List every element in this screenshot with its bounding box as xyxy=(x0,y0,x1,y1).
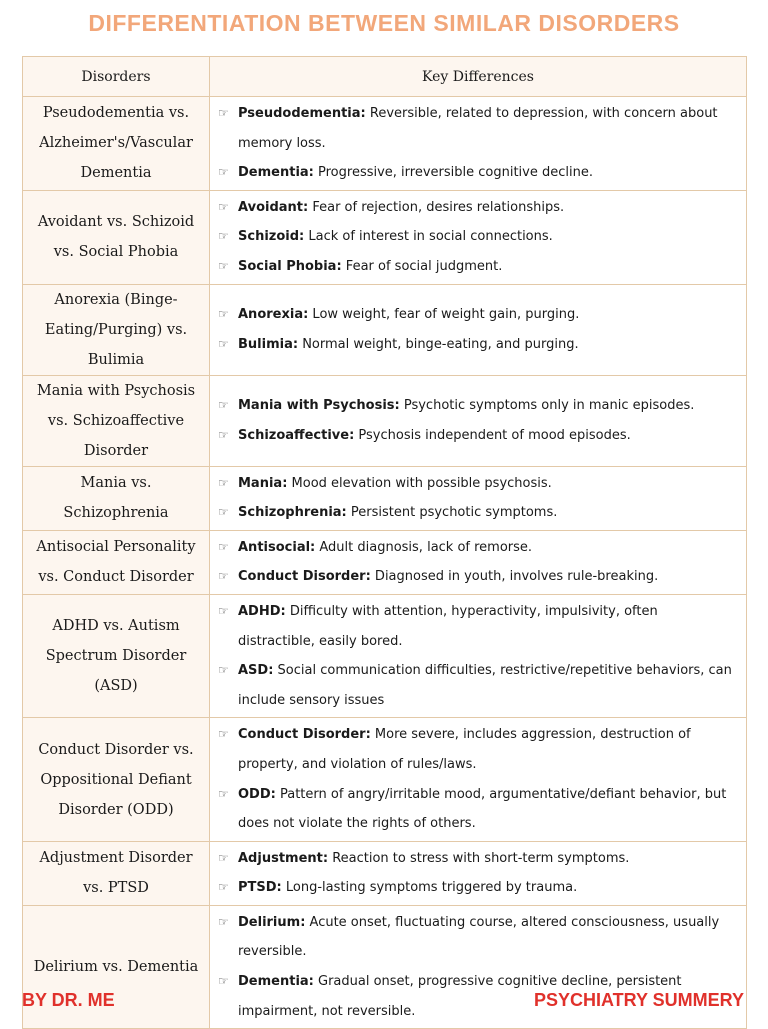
disorder-name: Anorexia (Binge-Eating/Purging) vs. Bulimia xyxy=(23,284,210,375)
difference-text: Psychosis independent of mood episodes. xyxy=(354,427,631,443)
table-row xyxy=(23,190,747,284)
key-differences-cell xyxy=(210,530,747,594)
list-item xyxy=(218,99,738,158)
list-item xyxy=(218,562,738,592)
disorder-name: Mania with Psychosis vs. Schizoaffective Disorder xyxy=(23,375,210,466)
author-credit: BY DR. ME xyxy=(22,990,115,1010)
differences-list xyxy=(218,844,738,903)
pointing-hand-icon: ☞ xyxy=(218,850,229,865)
difference-term: PTSD: xyxy=(238,880,282,896)
differences-list xyxy=(218,533,738,592)
difference-text: More severe, includes aggression, destruction of property, and violation of rules/laws. xyxy=(238,727,691,772)
header-key-differences: Key Differences xyxy=(210,57,747,97)
list-item xyxy=(218,597,738,656)
pointing-hand-icon: ☞ xyxy=(218,306,229,321)
difference-term: Schizophrenia: xyxy=(238,505,347,521)
pointing-hand-icon: ☞ xyxy=(218,427,229,442)
difference-term: Conduct Disorder: xyxy=(238,569,371,585)
disorder-name: Adjustment Disorder vs. PTSD xyxy=(23,841,210,905)
differences-list xyxy=(218,193,738,282)
list-item xyxy=(218,252,738,282)
difference-text: Reversible, related to depression, with concern about memory loss. xyxy=(238,106,718,151)
list-item xyxy=(218,158,738,188)
disorder-name: Pseudodementia vs. Alzheimer's/Vascular Dementia xyxy=(23,97,210,191)
key-differences-cell xyxy=(210,718,747,841)
list-item xyxy=(218,193,738,223)
pointing-hand-icon: ☞ xyxy=(218,106,229,120)
difference-text: Reaction to stress with short-term symptoms. xyxy=(328,850,630,866)
difference-text: Gradual onset, progressive cognitive decline, persistent impairment, not reversible. xyxy=(238,974,682,1019)
pointing-hand-icon: ☞ xyxy=(218,475,229,490)
difference-text: Fear of social judgment. xyxy=(341,258,503,274)
disorder-name: Delirium vs. Dementia xyxy=(23,905,210,1028)
difference-term: ADHD: xyxy=(238,603,286,619)
table-row xyxy=(23,718,747,841)
table-row xyxy=(23,530,747,594)
difference-term: Pseudodementia: xyxy=(238,106,366,121)
list-item xyxy=(218,498,738,528)
difference-text: Long-lasting symptoms triggered by trauma. xyxy=(281,880,578,896)
key-differences-cell xyxy=(210,594,747,717)
table-row xyxy=(23,97,747,191)
difference-term: Mania: xyxy=(238,475,288,491)
difference-text: Psychotic symptoms only in manic episodes. xyxy=(399,397,695,413)
differences-list xyxy=(218,391,738,450)
key-differences-cell xyxy=(210,190,747,284)
list-item xyxy=(218,421,738,451)
pointing-hand-icon: ☞ xyxy=(218,914,229,929)
list-item xyxy=(218,469,738,499)
difference-text: Adult diagnosis, lack of remorse. xyxy=(315,539,533,555)
pointing-hand-icon: ☞ xyxy=(218,199,229,214)
key-differences-cell xyxy=(210,841,747,905)
disorders-table xyxy=(22,56,747,1029)
difference-text: Acute onset, fluctuating course, altered consciousness, usually reversible. xyxy=(238,914,720,960)
header-disorders: Disorders xyxy=(23,57,210,97)
difference-term: Anorexia: xyxy=(238,306,309,322)
table-row xyxy=(23,466,747,530)
disorder-name: Conduct Disorder vs. Oppositional Defiant Disorder (ODD) xyxy=(23,718,210,841)
disorder-name: Avoidant vs. Schizoid vs. Social Phobia xyxy=(23,190,210,284)
difference-text: Pattern of angry/irritable mood, argumentative/defiant behavior, but does not violate the rights of others. xyxy=(238,786,727,832)
difference-term: Delirium: xyxy=(238,914,306,930)
pointing-hand-icon: ☞ xyxy=(218,727,229,742)
list-item xyxy=(218,873,738,903)
pointing-hand-icon: ☞ xyxy=(218,880,229,895)
difference-text: Lack of interest in social connections. xyxy=(304,229,553,245)
difference-text: Progressive, irreversible cognitive decline. xyxy=(313,165,593,181)
difference-term: Conduct Disorder: xyxy=(238,727,371,743)
pointing-hand-icon: ☞ xyxy=(218,663,229,678)
disorder-name: Antisocial Personality vs. Conduct Disorder xyxy=(23,530,210,594)
table-row xyxy=(23,284,747,375)
table-row xyxy=(23,841,747,905)
disorder-name: ADHD vs. Autism Spectrum Disorder (ASD) xyxy=(23,594,210,717)
footer-subject: PSYCHIATRY SUMMERY xyxy=(533,990,744,1010)
difference-term: Social Phobia: xyxy=(238,258,342,274)
pointing-hand-icon: ☞ xyxy=(218,229,229,244)
difference-term: Dementia: xyxy=(238,974,314,990)
pointing-hand-icon: ☞ xyxy=(218,786,229,801)
list-item xyxy=(218,780,738,839)
table-row xyxy=(23,375,747,466)
list-item xyxy=(218,844,738,874)
pointing-hand-icon: ☞ xyxy=(218,397,229,412)
difference-term: ASD: xyxy=(238,663,274,679)
difference-term: Adjustment: xyxy=(238,850,329,866)
difference-term: Schizoaffective: xyxy=(238,427,355,443)
pointing-hand-icon: ☞ xyxy=(218,165,229,180)
pointing-hand-icon: ☞ xyxy=(218,974,229,989)
difference-term: Avoidant: xyxy=(238,199,309,215)
difference-text: Diagnosed in youth, involves rule-breaking. xyxy=(370,569,659,585)
list-item xyxy=(218,222,738,252)
pointing-hand-icon: ☞ xyxy=(218,336,229,351)
difference-text: Persistent psychotic symptoms. xyxy=(346,505,558,521)
table-header-row xyxy=(23,57,747,97)
pointing-hand-icon: ☞ xyxy=(218,603,229,618)
key-differences-cell xyxy=(210,466,747,530)
pointing-hand-icon: ☞ xyxy=(218,258,229,273)
difference-text: Mood elevation with possible psychosis. xyxy=(287,475,552,491)
differences-list xyxy=(218,597,738,715)
difference-term: Antisocial: xyxy=(238,539,316,555)
differences-list xyxy=(218,99,738,188)
differences-list xyxy=(218,300,738,359)
list-item xyxy=(218,656,738,715)
pointing-hand-icon: ☞ xyxy=(218,569,229,584)
difference-term: Mania with Psychosis: xyxy=(238,397,400,413)
page-title: DIFFERENTIATION BETWEEN SIMILAR DISORDERS xyxy=(88,10,680,36)
differences-list xyxy=(218,720,738,838)
differences-list xyxy=(218,469,738,528)
key-differences-cell xyxy=(210,284,747,375)
list-item xyxy=(218,720,738,779)
list-item xyxy=(218,391,738,421)
list-item xyxy=(218,533,738,563)
difference-term: Schizoid: xyxy=(238,229,305,245)
difference-term: Dementia: xyxy=(238,165,314,181)
difference-text: Normal weight, binge-eating, and purging. xyxy=(298,336,579,352)
list-item xyxy=(218,908,738,967)
list-item xyxy=(218,330,738,360)
key-differences-cell xyxy=(210,97,747,191)
list-item xyxy=(218,300,738,330)
disorder-name: Mania vs. Schizophrenia xyxy=(23,466,210,530)
pointing-hand-icon: ☞ xyxy=(218,539,229,554)
difference-term: ODD: xyxy=(238,786,276,802)
key-differences-cell xyxy=(210,375,747,466)
difference-text: Low weight, fear of weight gain, purging. xyxy=(308,306,580,322)
pointing-hand-icon: ☞ xyxy=(218,505,229,520)
table-row xyxy=(23,594,747,717)
difference-text: Fear of rejection, desires relationships. xyxy=(308,199,565,215)
difference-text: Social communication difficulties, restrictive/repetitive behaviors, can include sensory issues xyxy=(238,663,732,708)
difference-text: Difficulty with attention, hyperactivity, impulsivity, often distractible, easily bored. xyxy=(238,603,658,649)
difference-term: Bulimia: xyxy=(238,336,299,352)
